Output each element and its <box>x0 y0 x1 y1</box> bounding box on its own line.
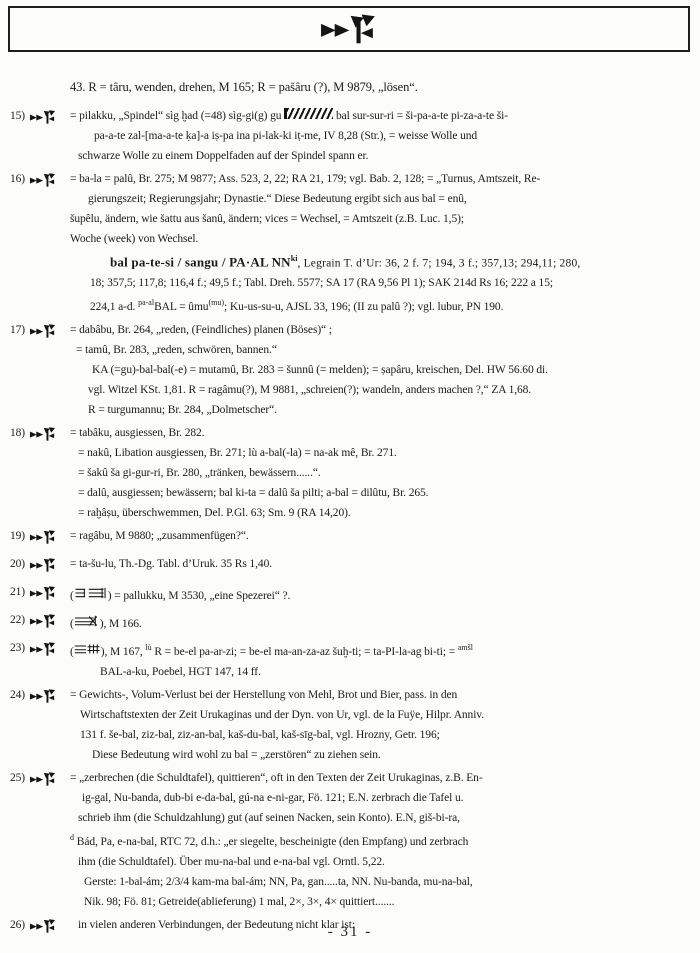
cuneiform-bal-sign-icon <box>29 558 57 579</box>
cuneiform-bal-sign-icon <box>319 14 379 44</box>
cuneiform-bal-sign-icon <box>29 530 57 551</box>
entry-line: vgl. Witzel KSt. 1,81. R = ragâmu(?), M 9881, „schreien(?); wandeln, anders machen ?,“ ZA 1,68. <box>88 384 532 397</box>
entry-line: in vielen anderen Verbindungen, der Bedeutung nicht klar ist: <box>78 918 355 931</box>
cuneiform-variant-sign-icon <box>74 614 100 634</box>
entry-line: schrieb ihm (die Schuldzahlung) gut (auf seinen Nacken, sein Konto). E.N, giš-bi-ra, <box>78 812 460 825</box>
cuneiform-bal-sign-icon <box>29 689 57 710</box>
cuneiform-bal-sign-icon <box>29 173 57 194</box>
entry-number: 25) <box>10 772 26 785</box>
entry-line: 18; 357,5; 117,8; 116,4 f.; 49,5 f.; Tabl. Dreh. 5577; SA 17 (RA 9,56 Pl 1); SAK 214d Rs 16; 222 a 15; <box>90 277 553 290</box>
entry-24 <box>0 685 700 765</box>
entry-line: ig-gal, Nu-banda, dub-bi e-da-bal, gú-na e-ni-gar, Fö. 121; E.N. zerbrach die Tafel u. <box>82 792 464 805</box>
entry-line: Nik. 98; Fö. 81; Getreide(ablieferung) 1 mal, 2×, 3×, 4× quittiert....... <box>84 895 395 908</box>
entry-line: 224,1 a-d. $^{pa-al}$BAL = ûmu$^{(mu)}$; Ku-us-su-u, AJSL 33, 196; (II zu palû ?); vgl. lubur, PN 190. <box>90 298 504 314</box>
entry-line: ( ), M 166. <box>70 610 700 634</box>
entry-18 <box>0 423 700 523</box>
page-number: - 31 - <box>327 924 373 940</box>
entry-line: = šakû ša gi-gur-ri, Br. 280, „tränken, bewässern......“. <box>78 467 321 480</box>
cuneiform-bal-sign-icon <box>29 642 57 663</box>
entry-number: 26) <box>10 918 26 931</box>
entry-line: Woche (week) von Wechsel. <box>70 233 199 245</box>
entry-line: = pilakku, „Spindel“ sìg ḫad (=48) sìg-gi(g) gu bal sur-sur-ri = ši-pa-a-te pi-za-a-te ši- <box>70 110 508 122</box>
entry-number: 17) <box>10 324 26 337</box>
entry-line: ( ), M 167, $^{lù}$ R = be-el pa-ar-zi; = be-el ma-an-za-az šuḫ-ti; = ta-PI-la-ag bi-ti; = $^{amšl}$ <box>70 638 700 662</box>
entry-line: = raḫâṣu, überschwemmen, Del. P.Gl. 63; Sm. 9 (RA 14,20). <box>78 507 351 520</box>
erased-sign-hatch <box>284 108 333 119</box>
entry-line: pa-a-te zal-[ma-a-te ḳa]-a iṣ-pa ina pi-lak-ki iṭ-me, IV 8,28 (Str.), = weisse Wolle und <box>94 130 478 142</box>
entry-number: 24) <box>10 689 26 702</box>
entry-line: = dabâbu, Br. 264, „reden, (Feindliches) planen (Böses)“ ; <box>70 324 332 337</box>
entry-21 <box>0 582 700 607</box>
entry-line: BAL-a-ku, Poebel, HGT 147, 14 ff. <box>100 666 261 679</box>
entry-line: Wirtschaftstexten der Zeit Urukaginas und der Dyn. von Ur, vgl. de la Fuÿe, Hilpr. Anniv. <box>80 709 484 722</box>
entry-line: = nakû, Libation ausgiessen, Br. 271; lù a-bal(-la) = na-ak mê, Br. 271. <box>78 447 397 460</box>
entry-line: schwarze Wolle zu einem Doppelfaden auf der Spindel spann er. <box>78 150 369 162</box>
entry-23 <box>0 638 700 682</box>
header-sign-box <box>8 6 690 52</box>
entry-number: 23) <box>10 642 26 655</box>
entry-line: R = turgumannu; Br. 284, „Dolmetscher“. <box>88 404 277 417</box>
entry-number: 19) <box>10 530 26 543</box>
entry-line: = ta-šu-lu, Th.-Dg. Tabl. d’Uruk. 35 Rs 1,40. <box>70 558 272 571</box>
entry-16 <box>0 169 700 317</box>
entry-line: = ragâbu, M 9880; „zusammenfügen?“. <box>70 530 249 543</box>
entry-22 <box>0 610 700 635</box>
entry-line: 131 f. še-bal, ziz-bal, ziz-an-bal, kaš-du-bal, kaš-sīg-bal, vgl. Hrozny, Getr. 196; <box>80 729 440 742</box>
entry-number: 20) <box>10 558 26 571</box>
cuneiform-variant-sign-icon <box>74 586 108 606</box>
entry-line: KA (=gu)-bal-bal(-e) = mutamû, Br. 283 = šunnû (= melden); = ṣapâru, kreischen, Del. HW 56.60 di. <box>92 364 548 377</box>
entry-number: 21) <box>10 586 26 599</box>
entries-list <box>0 106 700 943</box>
entry-number: 18) <box>10 427 26 440</box>
entry-line: Diese Bedeutung wird wohl zu bal = „zerstören“ zu ziehen sein. <box>92 749 381 762</box>
entry-25 <box>0 768 700 912</box>
entry-line: = „zerbrechen (die Schuldtafel), quittieren“, oft in den Texten der Zeit Urukaginas, z.B. En- <box>70 772 483 785</box>
cuneiform-bal-sign-icon <box>29 772 57 793</box>
cuneiform-bal-sign-icon <box>29 586 57 607</box>
entry-line: Gerste: 1-bal-ám; 2/3/4 kam-ma bal-ám; NN, Pa, gan.....ta, NN. Nu-banda, mu-na-bal, <box>84 875 473 888</box>
entry-line: ( ) = pallukku, M 3530, „eine Spezerei“ ?. <box>70 582 700 606</box>
entry-19 <box>0 526 700 551</box>
cuneiform-bal-sign-icon <box>29 614 57 635</box>
entry-number: 15) <box>10 110 26 122</box>
intro-line: 43. R = târu, wenden, drehen, M 165; R = pašâru (?), M 9879, „lösen“. <box>70 80 418 94</box>
entry-17 <box>0 320 700 420</box>
entry-20 <box>0 554 700 579</box>
entry-line: = dalû, ausgiessen; bewässern; bal ki-ta = dalû ša pilti; a-bal = dilûtu, Br. 265. <box>78 487 429 500</box>
entry-number: 16) <box>10 173 26 185</box>
cuneiform-variant-sign-icon <box>74 642 101 662</box>
entry-line: = Gewichts-, Volum-Verlust bei der Herstellung von Mehl, Brot und Bier, pass. in den <box>70 689 458 702</box>
cuneiform-bal-sign-icon <box>29 110 57 131</box>
cuneiform-bal-sign-icon <box>29 427 57 448</box>
entry-line: šupêlu, ändern, wie šattu aus šanû, ändern; vices = Wechsel, = Amtszeit (z.B. Luc. 1,5); <box>70 213 464 225</box>
entry-line: gierungszeit; Regierungsjahr; Dynastie.“ Diese Bedeutung ergibt sich aus bal = enû, <box>88 193 467 205</box>
entry-line: = ba-la = palû, Br. 275; M 9877; Ass. 523, 2, 22; RA 21, 179; vgl. Bab. 2, 128; = „Turnus, Amtszeit, Re- <box>70 173 541 185</box>
entry-line: $^d$ Bád, Pa, e-na-bal, RTC 72, d.h.: „er siegelte, bescheinigte (den Empfang) und zerbrach <box>70 833 469 848</box>
entry-number: 22) <box>10 614 26 627</box>
entry-line-bold: bal pa-te-si / sangu / PA·AL $NN^{ki}$, Legrain T. d’Ur: 36, 2 f. 7; 194, 3 f.; 357,13; 294,11; 280, <box>110 254 581 270</box>
entry-line: ihm (die Schuldtafel). Über mu-na-bal und e-na-bal vgl. Orntl. 5,22. <box>78 855 385 868</box>
entry-15 <box>0 106 700 166</box>
entry-line: = tamû, Br. 283, „reden, schwören, bannen.“ <box>76 344 277 357</box>
cuneiform-bal-sign-icon <box>29 324 57 345</box>
entry-line: = tabâku, ausgiessen, Br. 282. <box>70 427 205 440</box>
